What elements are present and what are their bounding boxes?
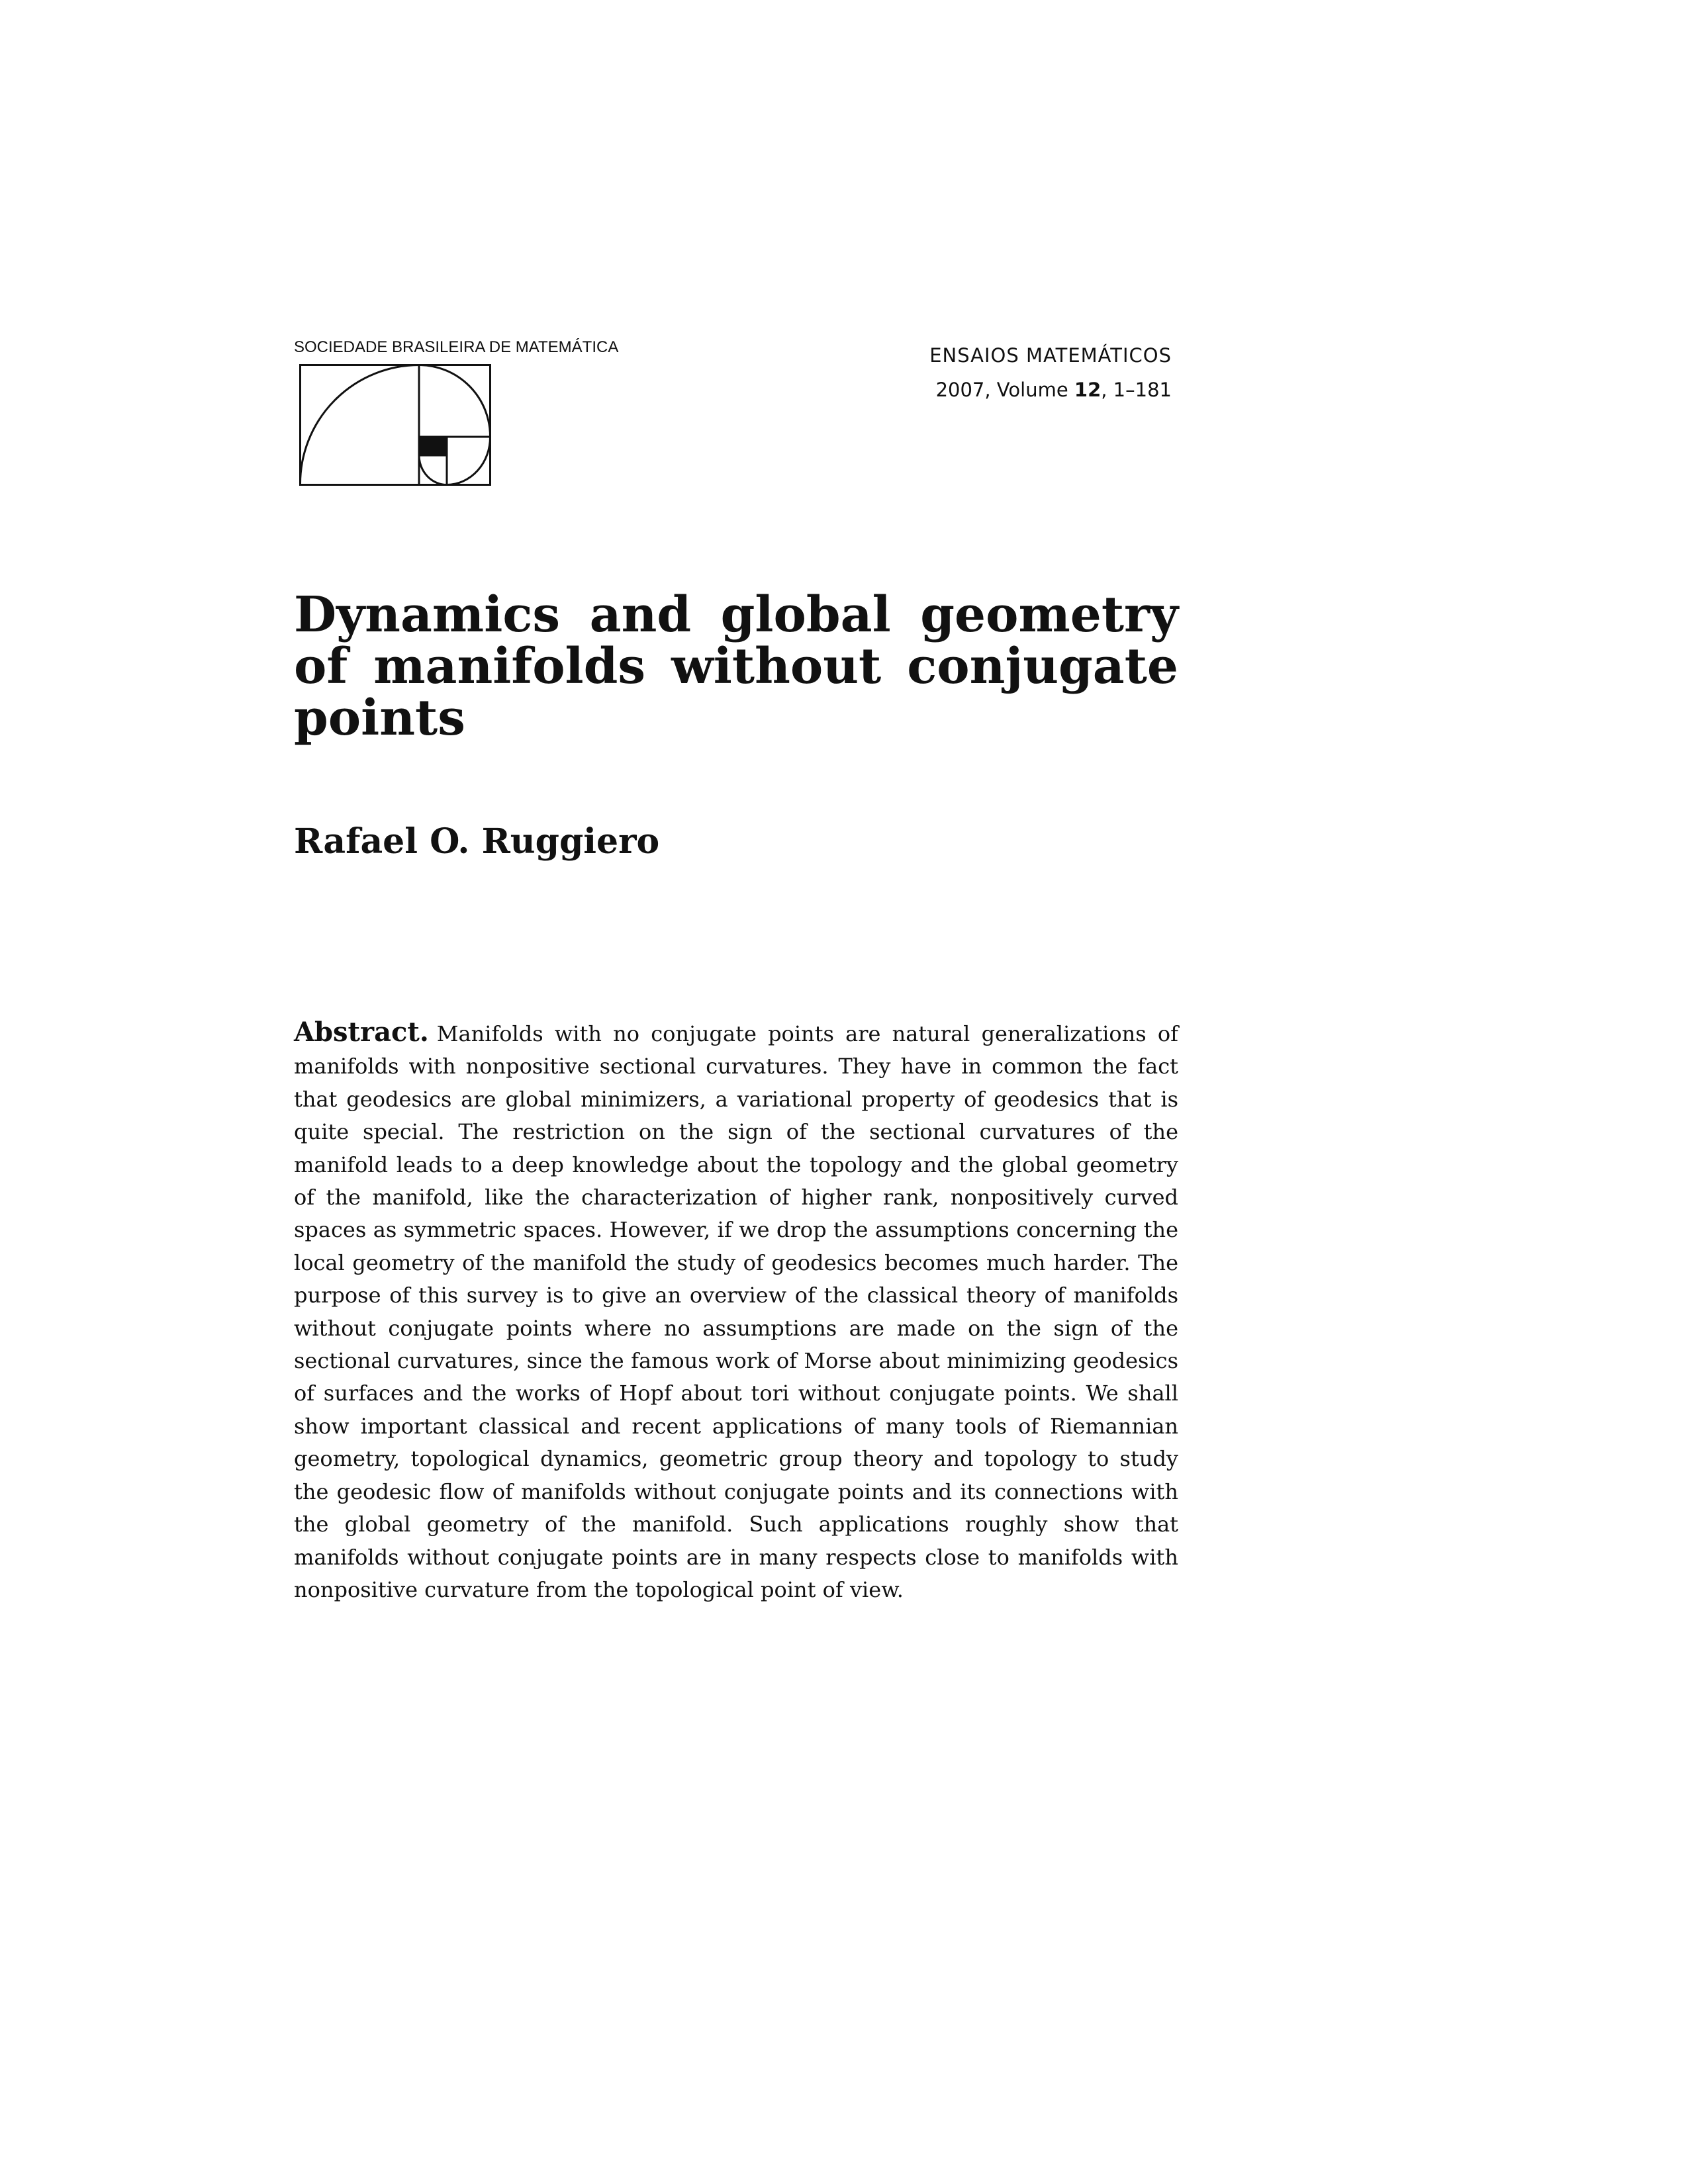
journal-name: ENSAIOS MATEMÁTICOS: [929, 344, 1172, 367]
golden-spiral-logo-icon: [299, 364, 491, 486]
paper-author: Rafael O. Ruggiero: [294, 821, 660, 862]
journal-pages: , 1–181: [1101, 379, 1172, 401]
abstract-paragraph: [294, 1016, 1178, 1606]
journal-year: 2007, Volume: [935, 379, 1074, 401]
journal-info-block: [929, 341, 1172, 404]
paper-title: Dynamics and global geometry of manifolds without conjugate points: [294, 586, 1178, 747]
society-name: SOCIEDADE BRASILEIRA DE MATEMÁTICA: [294, 338, 619, 356]
abstract-text: Manifolds with no conjugate points are natural generalizations of manifolds with nonpositive sectional curvatures. They have in common the fact that geodesics are global minimizers, a variational property of geodesics that is quite special. The restriction on the sign of the sectional curvatures of the manifold leads to a deep knowledge about the topology and the global geometry of the manifold, like the characterization of higher rank, nonpositively curved spaces as symmetric spaces. However, if we drop the assumptions concerning the local geometry of the manifold the study of geodesics becomes much harder. The purpose of this survey is to give an overview of the classical theory of manifolds without conjugate points where no assumptions are made on the sign of the sectional curvatures, since the famous work of Morse about minimizing geodesics of surfaces and the works of Hopf about tori without conjugate points. We shall show important classical and recent applications of many tools of Riemannian geometry, topological dynamics, geometric group theory and topology to study the geodesic flow of manifolds without conjugate points and its connections with the global geometry of the manifold. Such applications roughly show that manifolds without conjugate points are in many respects close to manifolds with nonpositive curvature from the topological point of view.: [294, 1021, 1178, 1602]
journal-volume-line: [929, 375, 1172, 404]
journal-volume: 12: [1074, 379, 1102, 401]
abstract-heading: Abstract.: [294, 1017, 429, 1048]
